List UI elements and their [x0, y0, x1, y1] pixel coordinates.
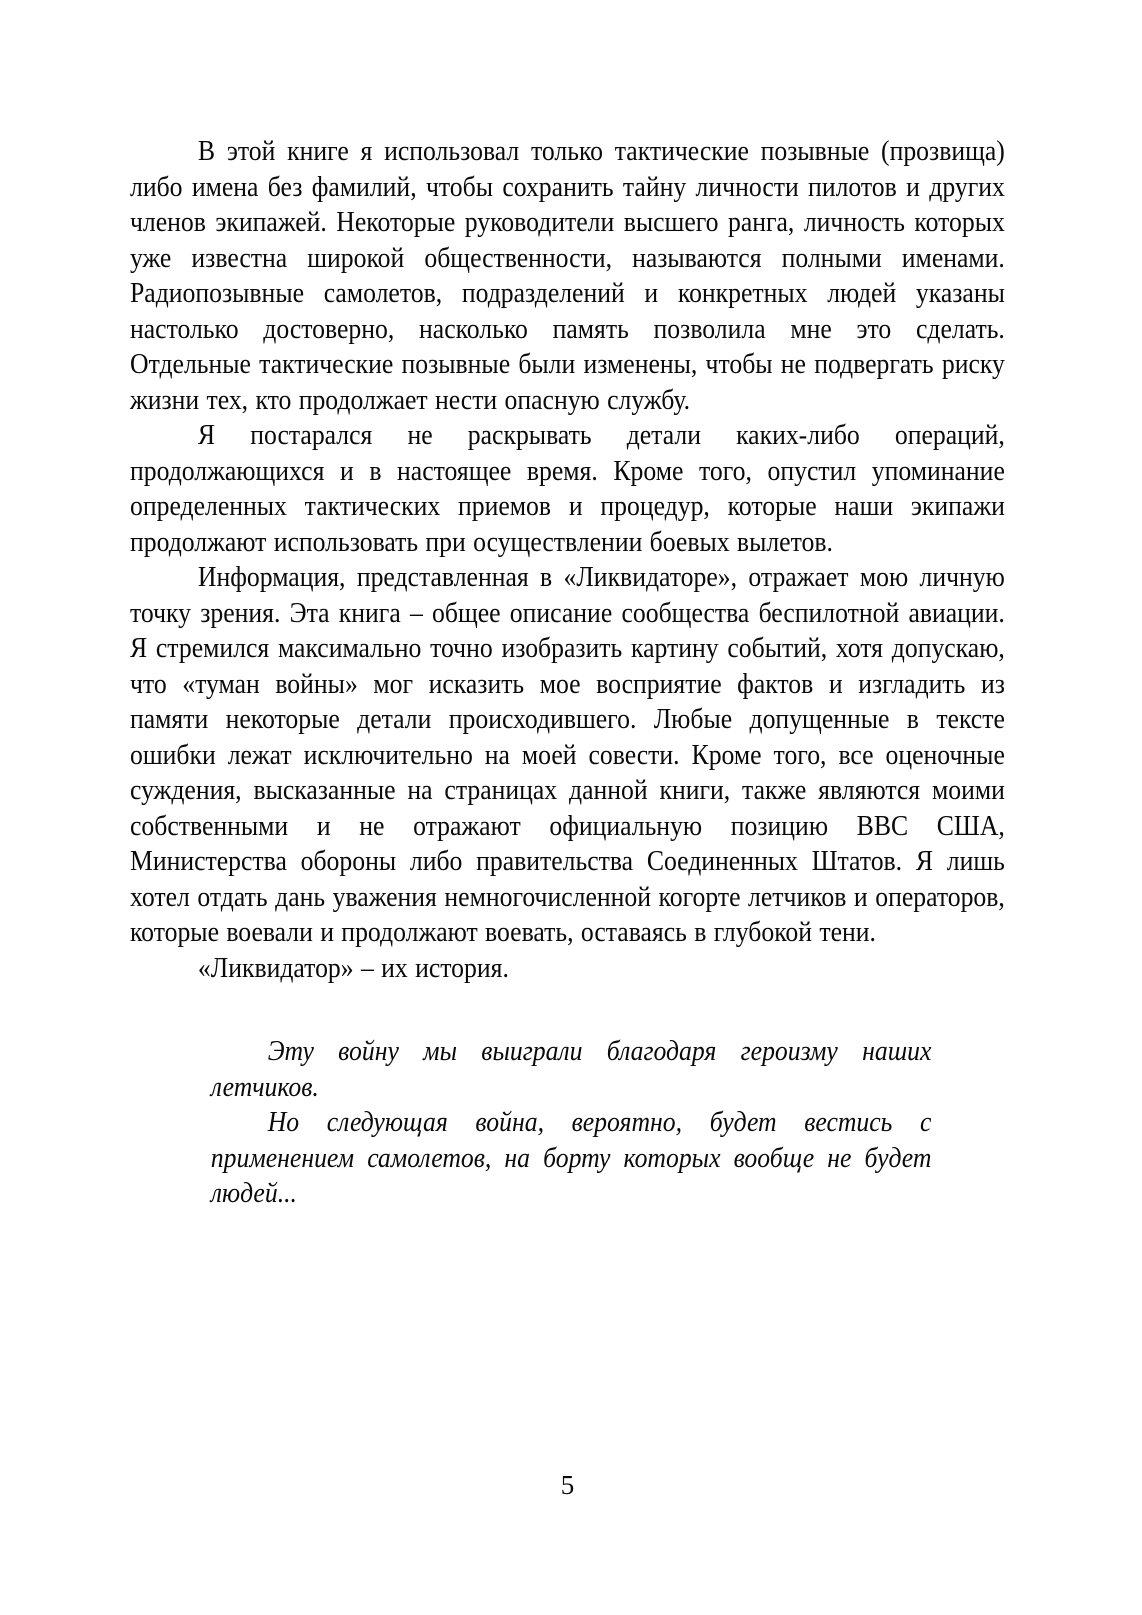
page-number: 5 [560, 1470, 575, 1500]
epigraph-quote [211, 1034, 932, 1212]
body-paragraph: Информация, представленная в «Ликвидаторе», отражает мою личную точку зрения. Эта книга – общее описание сообщества беспилотной авиации. Я стремился максимально точно изобразить картину событий, хотя допускаю, что «туман войны» мог исказить мое восприятие фактов и изгладить из памяти некоторые детали происходившего. Любые допущенные в тексте ошибки лежат исключительно на моей совести. Кроме того, все оценочные суждения, высказанные на страницах данной книги, также являются моими собственными и не отражают официальную позицию ВВС США, Министерства обороны либо правительства Соединенных Штатов. Я лишь хотел отдать дань уважения немногочисленной когорте летчиков и операторов, которые воевали и продолжают воевать, оставаясь в глубокой тени. [130, 562, 1005, 948]
epigraph-paragraph: Но следующая война, вероятно, будет вестись с применением самолетов, на борту которых вообще не будет людей... [210, 1107, 932, 1209]
body-paragraph: «Ликвидатор» – их история. [197, 952, 509, 984]
page-content [130, 134, 1005, 1212]
body-paragraph: Я постарался не раскрывать детали каких-либо операций, продолжающихся и в настоящее время. Кроме того, опустил упоминание определенных тактических приемов и процедур, которые наши экипажи продолжают использовать при осуществлении боевых вылетов. [130, 420, 1005, 558]
body-paragraph: В этой книге я использовал только тактические позывные (прозвища) либо имена без фамилий, чтобы сохранить тайну личности пилотов и других членов экипажей. Некоторые руководители высшего ранга, личность которых уже известна широкой общественности, называются полными именами. Радиопозывные самолетов, подразделений и конкретных людей указаны настолько достоверно, насколько память позволила мне это сделать. Отдельные тактические позывные были изменены, чтобы не подвергать риску жизни тех, кто продолжает нести опасную службу. [130, 136, 1005, 416]
epigraph-paragraph: Эту войну мы выиграли благодаря героизму наших летчиков. [210, 1036, 932, 1103]
